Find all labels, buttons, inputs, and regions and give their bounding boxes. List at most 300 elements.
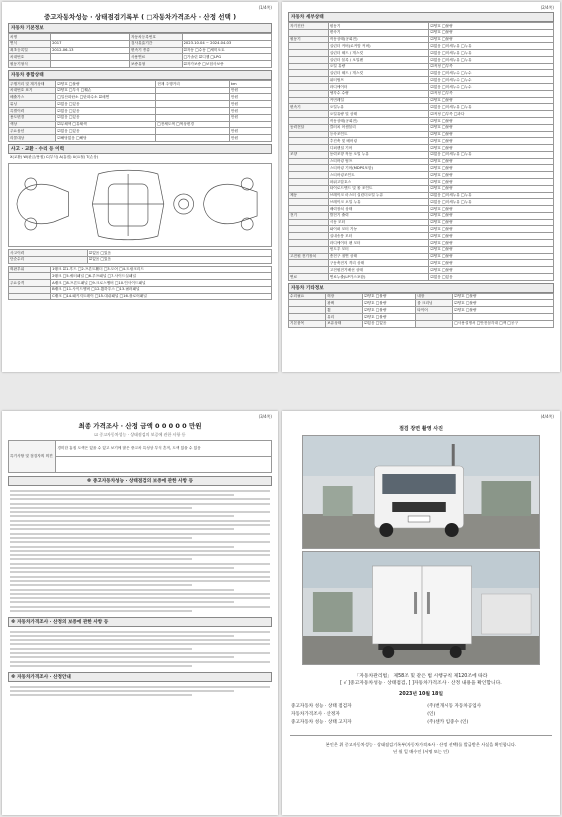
table-row <box>289 165 554 172</box>
table-cell: 원동기 <box>328 23 429 30</box>
table-row <box>289 246 554 253</box>
table-row <box>289 273 554 280</box>
table-cell: 실린더 커버(로커암 커버) <box>328 43 429 50</box>
table-cell: 제동 <box>289 192 329 199</box>
outer-panel-table <box>8 266 272 301</box>
table-cell: 브레이크 마스터 실린더오일 누유 <box>328 192 429 199</box>
table-cell <box>289 199 329 206</box>
table-cell: 만원 <box>229 94 271 101</box>
table-row <box>289 36 554 43</box>
table-cell: ☑없음 □미세누유 □누유 <box>429 192 554 199</box>
table-cell: 자동차가격조사 · 산정자 <box>291 711 340 717</box>
table-row <box>289 172 554 179</box>
sign-table <box>290 702 552 727</box>
table-row <box>289 300 554 307</box>
bottom-text-2: 년 월 일 매수인 (서명 또는 인) <box>393 749 449 755</box>
table-cell: 냉각수 수량 <box>328 90 429 97</box>
table-cell: 휠 <box>326 307 363 314</box>
table-cell: 조향 <box>289 151 329 158</box>
table-cell: 내장 <box>416 293 453 300</box>
table-cell: 라디에이터 <box>328 84 429 91</box>
table-cell <box>9 273 51 280</box>
table-row <box>9 101 272 108</box>
table-row <box>289 151 554 158</box>
table-cell: 타이어 <box>416 307 453 314</box>
table-cell: 동력전달 <box>289 124 329 131</box>
table-row <box>289 192 554 199</box>
table-cell: ☑없음 □있음 <box>56 108 156 115</box>
table-row <box>289 56 554 63</box>
table-cell: 실내송풍 모터 <box>328 233 429 240</box>
table-cell: 외판부위 <box>9 266 51 273</box>
table-cell <box>156 94 230 101</box>
table-cell <box>156 135 230 142</box>
other-info-section: 자동차 기타정보 <box>288 283 554 293</box>
table-cell: 배출가스 <box>9 94 56 101</box>
table-cell <box>289 226 329 233</box>
table-row <box>289 117 554 124</box>
table-cell <box>156 128 230 135</box>
table-cell: 동력조향 작동 오일 누유 <box>328 151 429 158</box>
damage-history-section: 사고 · 교환 · 수리 등 이력 <box>8 144 272 154</box>
table-cell: 주요골격 <box>9 280 51 287</box>
table-cell: (인) <box>427 711 436 717</box>
photo-title: 점검 장면 촬영 사진 <box>399 426 443 432</box>
table-cell: ☑양호 □불량 <box>429 260 554 267</box>
notice-text: 경미한 흠집 도색은 있을 수 있고 보기에 많은 중고차 특성상 부식 흔적, 도색 있을 수 있음 <box>56 441 272 457</box>
table-row <box>9 47 272 54</box>
table-row <box>9 273 272 280</box>
foot-body <box>8 682 272 699</box>
table-cell: 변속기 <box>328 29 429 36</box>
table-cell: 유리 <box>326 314 363 321</box>
other-info-table <box>288 293 554 328</box>
foot-title: ※ 자동차가격조사 · 산정안내 <box>8 672 272 682</box>
table-cell <box>289 70 329 77</box>
table-cell: ☑양호 □불량 <box>429 246 554 253</box>
table-row <box>9 121 272 128</box>
basic-info-table <box>8 33 272 68</box>
table-cell: 전기 <box>289 212 329 219</box>
table-row <box>9 61 272 68</box>
table-cell <box>156 108 230 115</box>
table-cell: ☑양호 □불량 <box>429 267 554 274</box>
sign-row <box>290 710 552 718</box>
table-cell <box>453 314 554 321</box>
table-cell: 작동상태(공회전) <box>328 117 429 124</box>
table-cell <box>289 219 329 226</box>
table-cell: ☑양호 □불량 <box>429 206 554 213</box>
table-row <box>289 240 554 247</box>
table-cell: 실린더 헤드 / 개스킷 <box>328 70 429 77</box>
table-cell <box>289 77 329 84</box>
table-cell <box>229 121 271 128</box>
table-row <box>289 90 554 97</box>
table-cell: ☑양호 □불량 <box>429 212 554 219</box>
table-cell: ☑양호 □불량 <box>56 80 156 87</box>
table-cell: □사용설명서 □안전삼각대 □잭 □공구 <box>453 320 554 327</box>
table-cell: 만원 <box>229 114 271 121</box>
table-cell: ☑적정 □부족 <box>429 90 554 97</box>
table-cell: ☑양호 □불량 <box>429 131 554 138</box>
table-row <box>9 256 272 263</box>
table-cell: 튜닝 <box>9 101 56 108</box>
table-cell: ☑양호 □불량 <box>363 307 416 314</box>
table-cell <box>156 114 230 121</box>
table-row <box>289 212 554 219</box>
table-row <box>289 219 554 226</box>
table-cell: B랭크 □11.사이드멤버 □12.휠하우스 □13.필러패널 <box>51 286 272 293</box>
table-row <box>289 206 554 213</box>
table-cell <box>289 63 329 70</box>
table-cell: ☑자가보증 □보험사보증 <box>182 61 271 68</box>
table-cell: ☑양호 □불량 <box>429 158 554 165</box>
table-row <box>289 77 554 84</box>
table-cell <box>289 29 329 36</box>
table-cell: 스티어링 펌프 <box>328 158 429 165</box>
table-cell <box>289 300 326 307</box>
table-row <box>289 267 554 274</box>
table-cell: 자동차등록번호 <box>129 34 182 41</box>
table-row <box>9 34 272 41</box>
table-row <box>289 70 554 77</box>
table-cell: 발전기 출력 <box>328 212 429 219</box>
table-cell: C랭크 □14.패키지트레이 □15.대쉬패널 □16.플로어패널 <box>51 293 272 300</box>
table-cell: 연료 <box>289 273 329 280</box>
table-cell <box>289 111 329 118</box>
table-row <box>289 314 554 321</box>
table-row <box>289 97 554 104</box>
table-cell: ☑없음 □있음 <box>56 101 156 108</box>
table-cell <box>289 178 329 185</box>
table-cell: ☑양호 □불량 <box>429 185 554 192</box>
table-cell: 2017 <box>51 40 130 47</box>
table-cell: 디퍼렌셜 기어 <box>328 145 429 152</box>
table-cell: 커먼레일 <box>328 97 429 104</box>
table-row <box>289 145 554 152</box>
table-row <box>9 280 272 287</box>
table-cell: 만원 <box>229 135 271 142</box>
table-row <box>9 293 272 300</box>
table-row <box>289 199 554 206</box>
table-cell: ☑적정 □부족 <box>429 63 554 70</box>
table-cell: ☑양호 □불량 <box>429 233 554 240</box>
table-row <box>289 307 554 314</box>
price-subtitle: ☑ 중고자동차성능 · 상태점검의 보증에 관한 사항 등 <box>94 432 186 437</box>
table-row <box>289 43 554 50</box>
table-cell: 등속조인트 <box>328 131 429 138</box>
table-cell <box>416 320 453 327</box>
table-cell <box>289 90 329 97</box>
table-cell: ☑양호 □불량 <box>363 293 416 300</box>
table-row <box>289 23 554 30</box>
table-cell <box>156 101 230 108</box>
table-cell: 와이퍼 모터 기능 <box>328 226 429 233</box>
table-cell: 원동기형식 <box>9 61 51 68</box>
table-cell: ☑없음 □미세누수 □누수 <box>429 84 554 91</box>
table-row <box>289 226 554 233</box>
table-cell: 추진축 및 베어링 <box>328 138 429 145</box>
table-cell: 만원 <box>229 108 271 115</box>
calc-body <box>8 627 272 670</box>
table-cell: ☑없음 □미세누유 □누유 <box>429 199 554 206</box>
table-cell <box>289 165 329 172</box>
table-row <box>9 87 272 94</box>
table-cell: ☑양호 □불량 <box>429 117 554 124</box>
table-cell: ☑무채색 □유채색 <box>56 121 156 128</box>
table-cell: □가솔린 ☑디젤 □LPG <box>182 54 271 61</box>
front-photo <box>302 435 540 549</box>
table-cell: 변속기 <box>289 104 329 111</box>
table-cell: ☑양호 □불량 <box>363 314 416 321</box>
table-cell: 현재 주행거리 <box>156 80 230 87</box>
table-cell: 라디에이터 팬 모터 <box>328 240 429 247</box>
damage-legend: X(교환) W(판금/용접) C(부식) A(흠집) U(요철) T(손상) <box>10 154 99 159</box>
table-cell: ☑있음 □없음 <box>363 320 416 327</box>
table-cell <box>9 286 51 293</box>
table-cell <box>51 54 130 61</box>
table-cell: ☑양호 □불량 <box>429 178 554 185</box>
table-cell: ☑양호 □불량 <box>429 145 554 152</box>
table-cell <box>289 307 326 314</box>
table-cell: □전체도색 □색상변경 <box>156 121 230 128</box>
table-cell <box>289 138 329 145</box>
detail-state-section: 자동차 세부상태 <box>288 12 554 22</box>
table-cell: 오일 유량 <box>328 63 429 70</box>
table-cell: ☑양호 □불량 <box>429 165 554 172</box>
table-cell <box>289 185 329 192</box>
table-cell: (주)센카 임중수 (인) <box>427 719 469 725</box>
table-cell: 차명 <box>9 34 51 41</box>
table-cell: 기본품목 <box>289 320 326 327</box>
table-cell: 사용연료 <box>129 54 182 61</box>
table-cell: 오일누유 <box>328 104 429 111</box>
table-row <box>9 135 272 142</box>
table-row <box>289 178 554 185</box>
table-cell: ☑적정 □부족 □과다 <box>429 111 554 118</box>
table-cell: ☑양호 □불량 <box>429 29 554 36</box>
table-cell <box>289 246 329 253</box>
table-cell: ☑양호 □불량 <box>429 124 554 131</box>
table-cell: ☑없음 □미세누유 □누유 <box>429 151 554 158</box>
table-cell: 보증유형 <box>129 61 182 68</box>
table-cell: ☑없음 □미세누유 □누유 <box>429 50 554 57</box>
page-2 <box>282 2 560 372</box>
table-cell: □일산화탄소 □탄화수소 ☑매연 <box>56 94 156 101</box>
notice-label: 특기사항 및 점검자의 의견 <box>9 441 56 473</box>
law-text: 「자동차관리법」 제58조 및 같은 법 시행규칙 제120조에 따라 <box>354 674 488 679</box>
table-cell: ☑없음 □미세누유 □누유 <box>429 56 554 63</box>
table-cell: 색상 <box>9 121 56 128</box>
table-cell: 윈도우 모터 <box>328 246 429 253</box>
table-row <box>289 320 554 327</box>
notice-table <box>8 440 272 473</box>
table-row <box>9 128 272 135</box>
table-cell: 2023.10.04 ~ 2024.04.03 <box>182 40 271 47</box>
law-text-2: [ √ ]중고자동차성능 · 상태점검, [ ]자동차가격조사 · 산정 내용을 확인합니다. <box>340 681 502 686</box>
table-row <box>9 249 272 256</box>
table-cell: 연식 <box>9 40 51 47</box>
table-cell: 실린더 헤드 / 개스킷 <box>328 50 429 57</box>
table-row <box>9 108 272 115</box>
table-cell: 작동상태(공회전) <box>328 36 429 43</box>
page-number: (3/4쪽) <box>258 414 272 419</box>
table-cell <box>182 34 271 41</box>
table-cell: 리콜대상 <box>9 135 56 142</box>
vehicle-diagram <box>8 163 272 247</box>
table-cell: 브레이크 오일 누유 <box>328 199 429 206</box>
table-cell: 시동 모터 <box>328 219 429 226</box>
table-cell <box>289 117 329 124</box>
table-cell: ☑양호 □불량 <box>429 97 554 104</box>
table-cell: 고전원전기배선 상태 <box>328 267 429 274</box>
table-row <box>289 158 554 165</box>
table-row <box>9 114 272 121</box>
table-cell: km <box>229 80 271 87</box>
table-cell <box>289 240 329 247</box>
table-row <box>289 124 554 131</box>
overall-state-section: 자동차 종합상태 <box>8 70 272 80</box>
sign-row <box>290 718 552 726</box>
table-cell <box>289 233 329 240</box>
table-cell <box>289 145 329 152</box>
calc-title: ※ 자동차가격조사 · 산정의 보증에 관한 사항 등 <box>8 617 272 627</box>
table-row <box>289 63 554 70</box>
table-cell: ☑양호 □불량 <box>363 300 416 307</box>
table-cell: ☑없음 □미세누수 □누수 <box>429 77 554 84</box>
table-cell: 실린더 블록 / 오일팬 <box>328 56 429 63</box>
table-cell: ☑양호 □불량 <box>429 240 554 247</box>
table-cell <box>289 172 329 179</box>
page-4 <box>282 411 560 815</box>
bottom-text: 본인은 위 중고자동차성능 · 상태점검기록부(자동차가격조사 · 산정 선택)를 발급받은 사실을 확인합니다. <box>325 742 517 748</box>
table-cell <box>289 50 329 57</box>
table-cell <box>289 260 329 267</box>
table-cell: 변속기 종류 <box>129 47 182 54</box>
table-cell: ☑해당없음 □해당 <box>56 135 156 142</box>
form-title: 중고자동차성능 · 상태점검기록부 ( □자동차가격조사 · 산정 선택 ) <box>43 13 237 21</box>
table-cell: 자기진단 <box>289 23 329 30</box>
table-cell: ☑없음 □미세누수 □누수 <box>429 70 554 77</box>
table-cell: 오일유량 및 상태 <box>328 111 429 118</box>
table-cell: 2012-06-13 <box>51 47 130 54</box>
table-cell: ☑양호 □불량 <box>429 226 554 233</box>
table-cell: 중고자동차 성능 · 상태 점검자 <box>291 703 352 709</box>
table-cell: ☑양호 □불량 <box>429 138 554 145</box>
table-cell <box>289 267 329 274</box>
table-row <box>289 185 554 192</box>
basic-info-section: 자동차 기본정보 <box>8 23 272 33</box>
table-cell <box>416 314 453 321</box>
table-cell: 워터펌프 <box>328 77 429 84</box>
rear-photo <box>302 551 540 665</box>
table-cell <box>51 34 130 41</box>
table-cell <box>289 56 329 63</box>
table-cell: ☑없음 □있음 <box>56 128 156 135</box>
table-cell: 주요옵션 <box>9 128 56 135</box>
table-cell: ☑양호 □불량 <box>453 307 554 314</box>
table-cell <box>51 61 130 68</box>
table-cell: 만원 <box>229 101 271 108</box>
table-cell <box>9 293 51 300</box>
table-row <box>289 84 554 91</box>
table-cell: 특별이력 <box>9 108 56 115</box>
table-cell <box>289 84 329 91</box>
table-row <box>289 253 554 260</box>
table-cell: 1랭크 ☑1.후드 □2.프론트휀더 □3.도어 □4.트렁크리드 <box>51 266 272 273</box>
table-cell: 파워고압호스 <box>328 178 429 185</box>
table-row <box>289 29 554 36</box>
table-cell <box>289 131 329 138</box>
table-cell: 고전원 전기장치 <box>289 253 329 260</box>
table-cell <box>289 43 329 50</box>
table-row <box>9 40 272 47</box>
table-cell <box>289 314 326 321</box>
warranty-title: ※ 중고자동차성능 · 상태점검의 보증에 관한 사항 등 <box>8 476 272 486</box>
table-cell: 검사유효기간 <box>129 40 182 47</box>
accident-table <box>8 249 272 264</box>
table-cell: ☑양호 □불량 <box>429 253 554 260</box>
table-cell: ☑양호 □불량 <box>453 300 554 307</box>
table-row <box>9 94 272 101</box>
table-row <box>289 104 554 111</box>
table-row <box>289 111 554 118</box>
table-cell: ☑양호 □불량 <box>429 219 554 226</box>
table-cell: 클러치 어셈블리 <box>328 124 429 131</box>
table-cell: 배력장치 상태 <box>328 206 429 213</box>
table-cell: 스티어링 기어(MDPS포함) <box>328 165 429 172</box>
table-cell: 수리필요 <box>289 293 326 300</box>
table-cell <box>289 97 329 104</box>
table-cell: 2랭크 □5.쿼터패널 □6.루프패널 □7.사이드실패널 <box>51 273 272 280</box>
table-cell: ☑양호 □불량 <box>429 23 554 30</box>
table-cell: ☑양호 □불량 <box>453 293 554 300</box>
table-cell <box>289 206 329 213</box>
table-cell: 만원 <box>229 87 271 94</box>
table-cell: ☑없음 □미세누유 □누유 <box>429 43 554 50</box>
confirmation-block <box>290 673 552 755</box>
table-row <box>9 266 272 273</box>
table-cell: (주)번개시동 자동차공업사 <box>427 703 482 709</box>
table-cell: ☑양호 □부식 □훼손 <box>56 87 156 94</box>
table-cell: 외장 <box>326 293 363 300</box>
table-cell: 단순수리 <box>9 256 88 263</box>
table-cell: 만원 <box>229 128 271 135</box>
table-cell: 타이로드엔드 및 볼 조인트 <box>328 185 429 192</box>
table-cell <box>156 87 230 94</box>
page-3 <box>2 411 278 815</box>
table-cell: ☑없음 □있음 <box>87 249 271 256</box>
table-cell: 보유상태 <box>326 320 363 327</box>
table-row <box>289 50 554 57</box>
sign-row <box>290 702 552 710</box>
table-cell: 광택 <box>326 300 363 307</box>
table-row <box>289 131 554 138</box>
table-row <box>9 54 272 61</box>
table-cell: 최초등록일 <box>9 47 51 54</box>
table-cell: 스티어링조인트 <box>328 172 429 179</box>
table-cell: 충전구 절연 상태 <box>328 253 429 260</box>
table-cell: ☑없음 □있음 <box>56 114 156 121</box>
table-cell <box>289 158 329 165</box>
table-row <box>289 233 554 240</box>
table-cell: ☑없음 □있음 <box>87 256 271 263</box>
price-title: 최종 가격조사 · 산정 금액 0 0 0 0 0 만원 <box>78 422 202 430</box>
table-cell: 용도변경 <box>9 114 56 121</box>
overall-state-table <box>8 80 272 142</box>
table-cell: 주행거리 및 계기상태 <box>9 80 56 87</box>
table-cell: 차대번호 표기 <box>9 87 56 94</box>
